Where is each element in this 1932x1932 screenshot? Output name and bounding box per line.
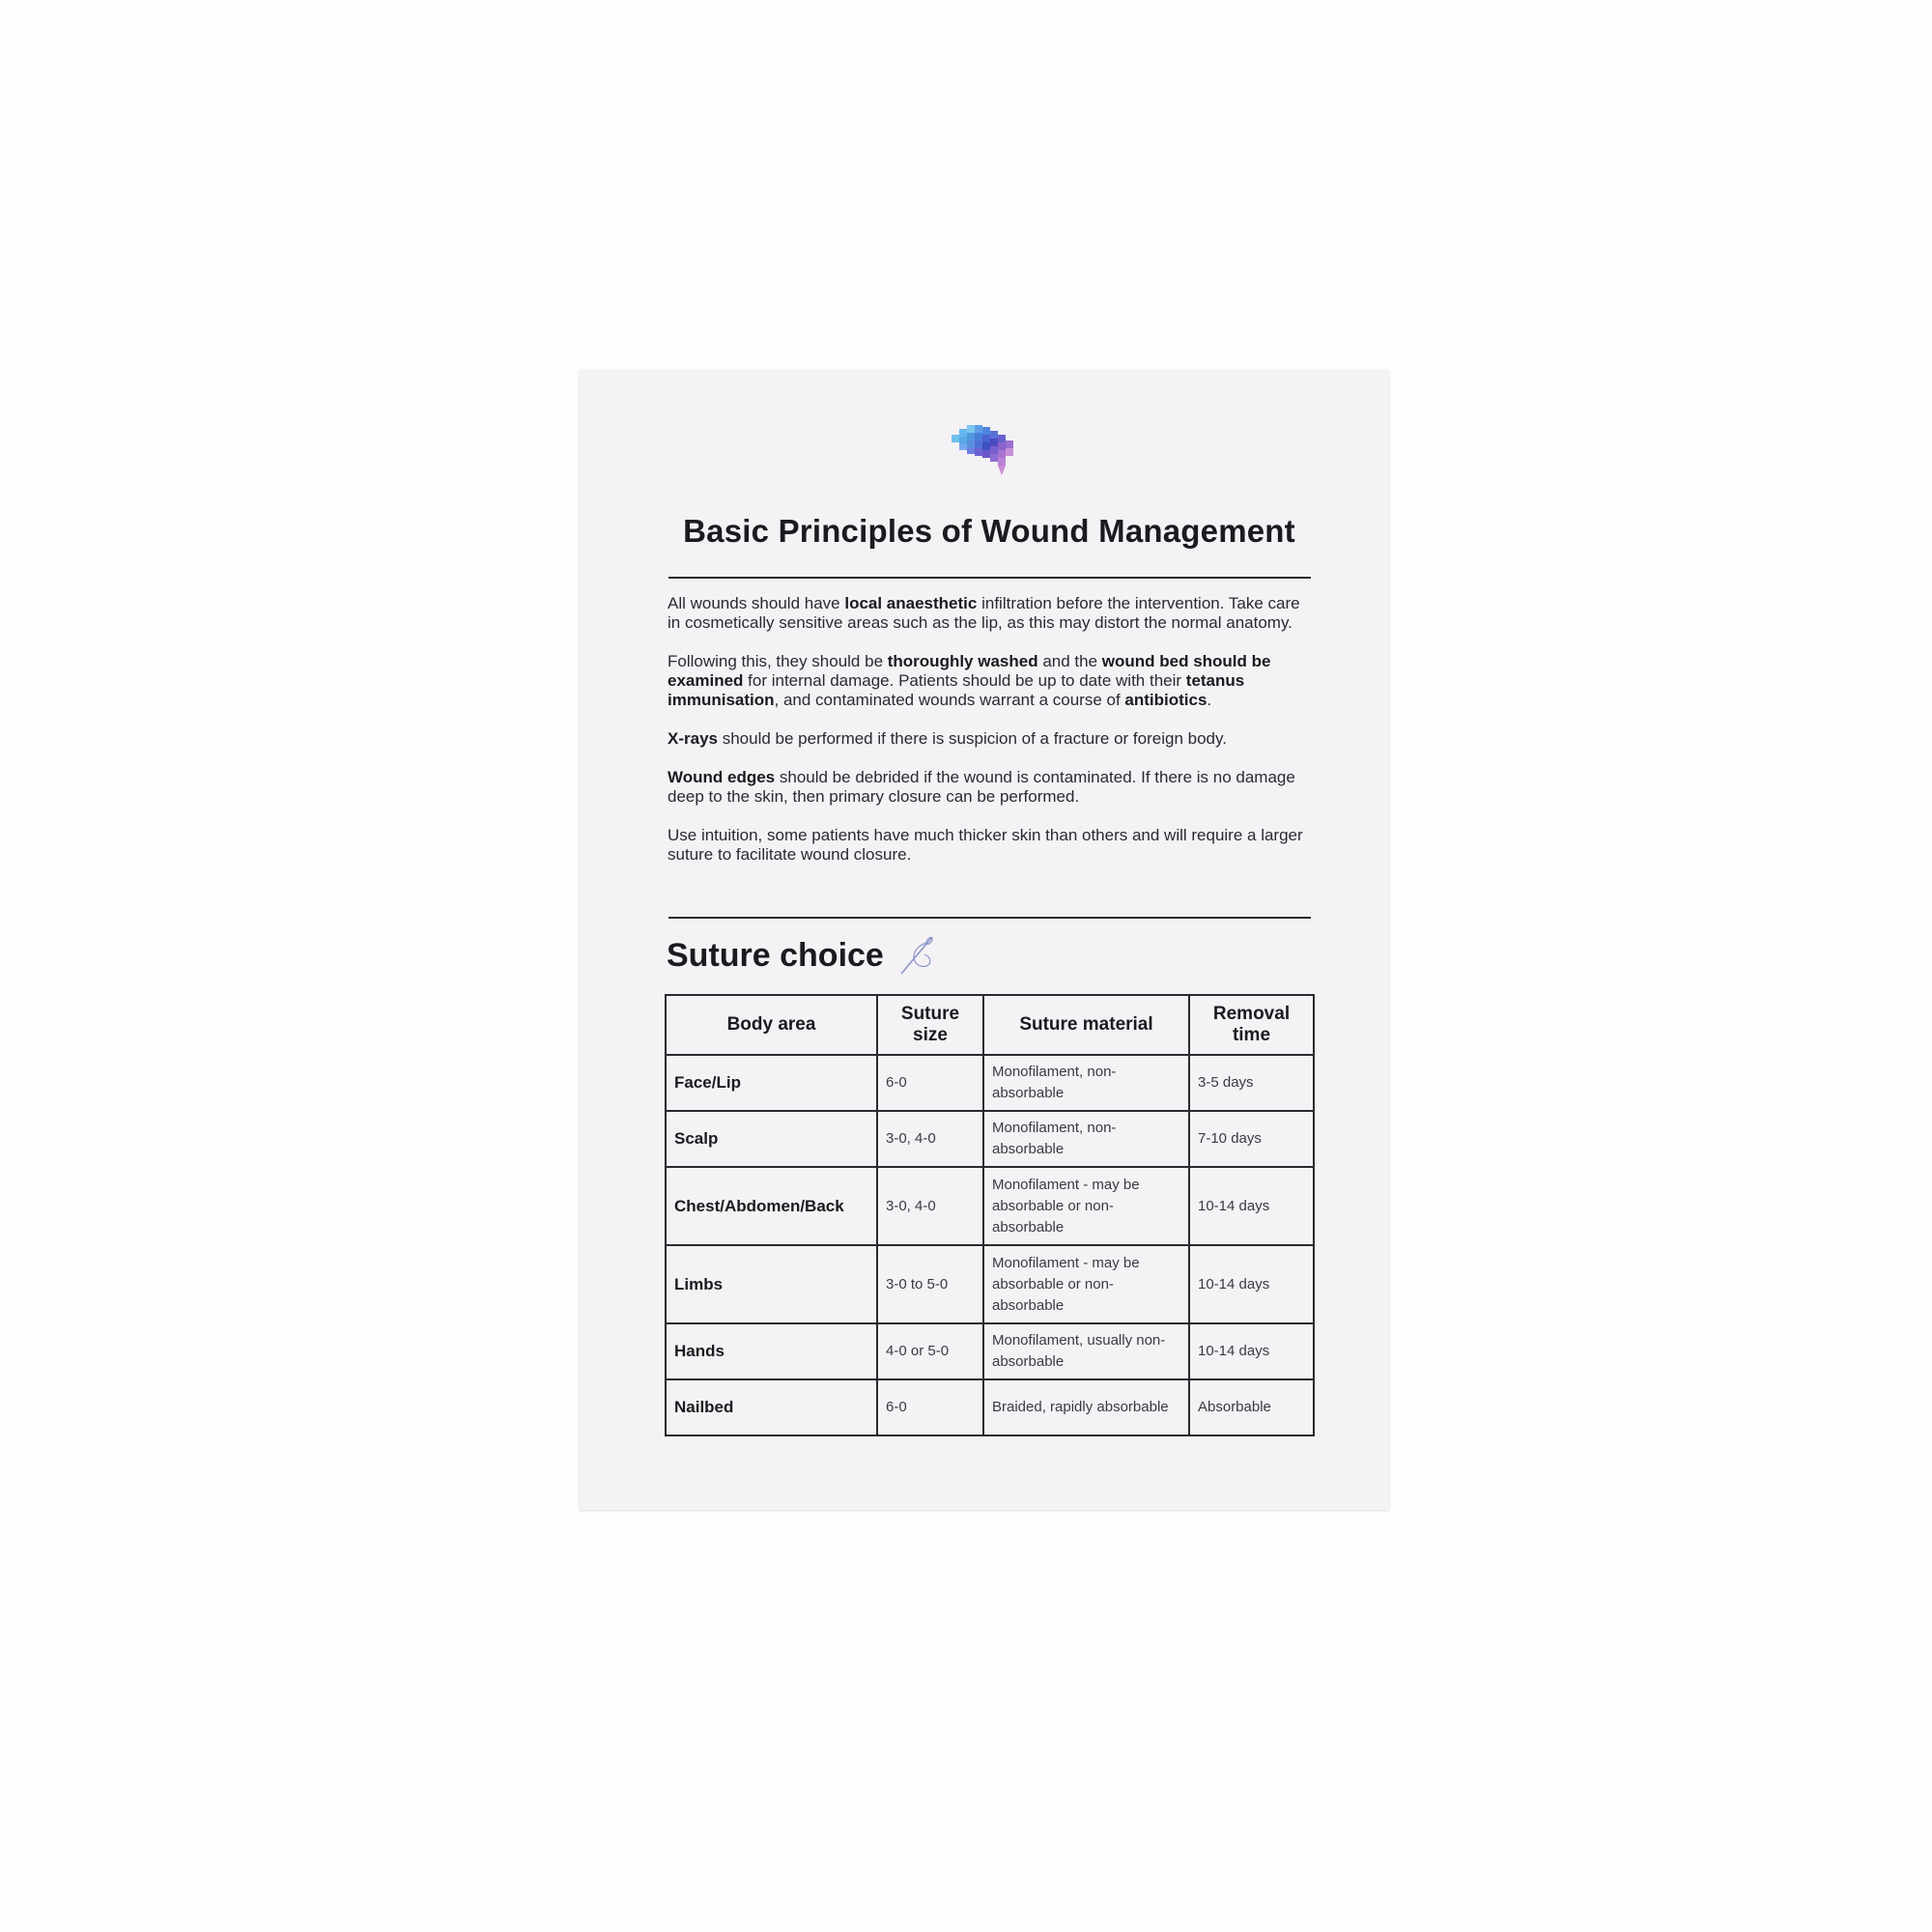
cell-removal-time: 10-14 days	[1189, 1323, 1314, 1379]
table-row	[666, 1055, 1314, 1111]
paragraph-intuition: Use intuition, some patients have much thicker skin than others and will require a larger suture to facilitate wound closure.	[668, 826, 1303, 864]
cell-body-area: Face/Lip	[666, 1055, 877, 1111]
section-divider	[668, 917, 1311, 919]
cell-removal-time: 10-14 days	[1189, 1245, 1314, 1323]
cell-removal-time: Absorbable	[1189, 1379, 1314, 1435]
handout-card	[580, 370, 1389, 1510]
table-row	[666, 1379, 1314, 1435]
cell-removal-time: 3-5 days	[1189, 1055, 1314, 1111]
table-row	[666, 1323, 1314, 1379]
cell-suture-size: 3-0, 4-0	[877, 1111, 983, 1167]
cell-suture-size: 6-0	[877, 1055, 983, 1111]
suture-table	[665, 994, 1315, 1436]
header-suture-material: Suture material	[983, 995, 1189, 1055]
needle-thread-icon	[895, 933, 938, 978]
header-removal-time: Removal time	[1189, 995, 1314, 1055]
cell-suture-material: Monofilament - may be absorbable or non-absorbable	[983, 1167, 1189, 1245]
page-title: Basic Principles of Wound Management	[683, 513, 1295, 549]
table-row	[666, 1167, 1314, 1245]
paragraph-xrays: X-rays should be performed if there is suspicion of a fracture or foreign body.	[668, 729, 1227, 748]
table-row	[666, 1245, 1314, 1323]
cell-suture-size: 6-0	[877, 1379, 983, 1435]
cell-suture-material: Monofilament, non-absorbable	[983, 1055, 1189, 1111]
cell-suture-size: 3-0 to 5-0	[877, 1245, 983, 1323]
cell-removal-time: 10-14 days	[1189, 1167, 1314, 1245]
cell-suture-material: Monofilament - may be absorbable or non-absorbable	[983, 1245, 1189, 1323]
intro-text	[668, 594, 1317, 884]
cell-suture-size: 3-0, 4-0	[877, 1167, 983, 1245]
pixel-brain-icon	[952, 425, 1021, 481]
paragraph-washing: Following this, they should be thoroughly washed and the wound bed should be examined for internal damage. Patients should be up to date with their tetanus immunisation, and contaminated wounds warrant a course of antibiotics.	[668, 652, 1271, 709]
cell-body-area: Hands	[666, 1323, 877, 1379]
table-header-row	[666, 995, 1314, 1055]
title-divider	[668, 577, 1311, 579]
section-title: Suture choice	[667, 936, 884, 974]
header-body-area: Body area	[666, 995, 877, 1055]
cell-body-area: Chest/Abdomen/Back	[666, 1167, 877, 1245]
cell-removal-time: 7-10 days	[1189, 1111, 1314, 1167]
table-row	[666, 1111, 1314, 1167]
cell-body-area: Limbs	[666, 1245, 877, 1323]
cell-suture-material: Monofilament, usually non-absorbable	[983, 1323, 1189, 1379]
cell-suture-material: Monofilament, non-absorbable	[983, 1111, 1189, 1167]
cell-suture-size: 4-0 or 5-0	[877, 1323, 983, 1379]
cell-body-area: Scalp	[666, 1111, 877, 1167]
header-suture-size: Suture size	[877, 995, 983, 1055]
section-heading	[667, 933, 938, 978]
cell-body-area: Nailbed	[666, 1379, 877, 1435]
paragraph-anaesthetic: All wounds should have local anaesthetic infiltration before the intervention. Take care in cosmetically sensitive areas such as the lip, as this may distort the normal anatomy.	[668, 594, 1300, 632]
cell-suture-material: Braided, rapidly absorbable	[983, 1379, 1189, 1435]
paragraph-wound-edges: Wound edges should be debrided if the wound is contaminated. If there is no damage deep to the skin, then primary closure can be performed.	[668, 768, 1295, 806]
